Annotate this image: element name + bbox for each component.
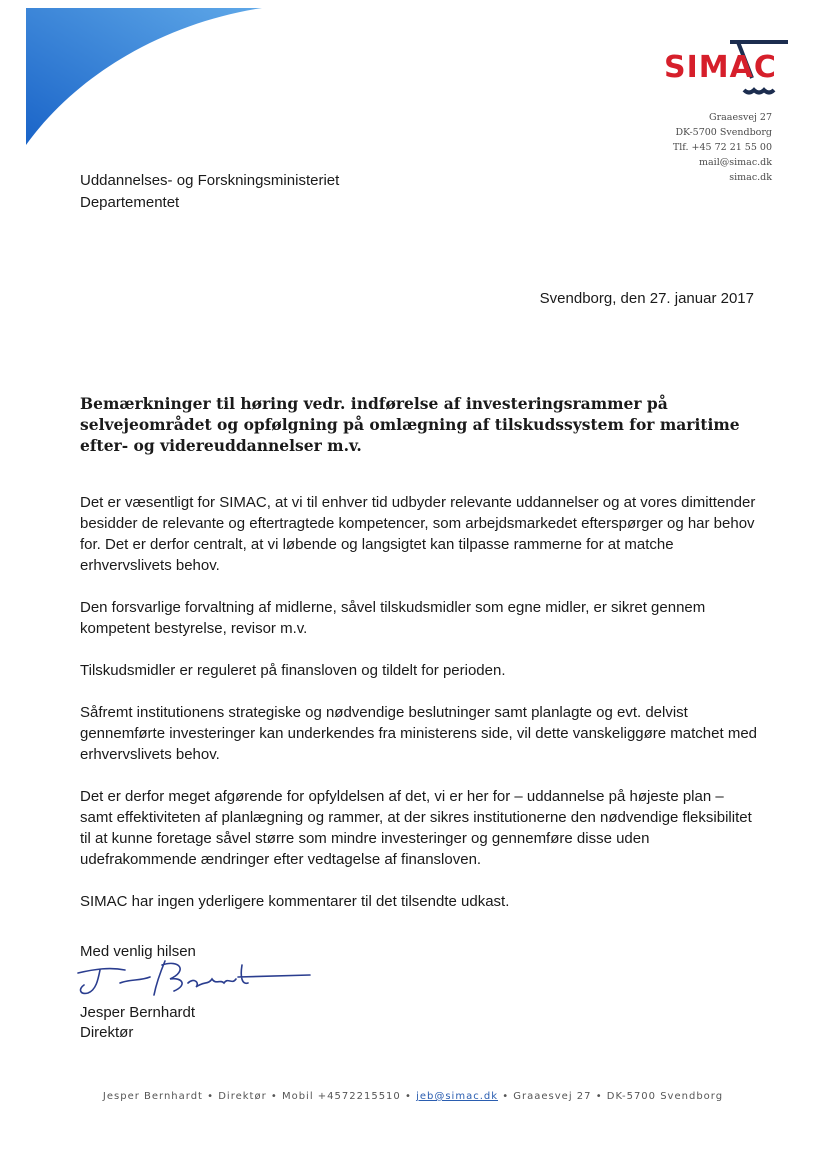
footer-email-link[interactable]: jeb@simac.dk: [416, 1091, 499, 1102]
body-paragraph-4: Såfremt institutionens strategiske og nødvendige beslutninger samt planlagte og evt. delvist gennemførte investeringer kan underkendes fra ministerens side, vil dette vanskeliggøre matchet med erhvervslivets behov.: [80, 704, 757, 763]
sender-street: Graaesvej 27: [709, 112, 772, 123]
letter-date: Svendborg, den 27. januar 2017: [539, 290, 754, 307]
recipient-line-2: Departementet: [80, 194, 180, 211]
simac-logo: [660, 38, 790, 100]
signatory: [80, 1003, 195, 1043]
body-paragraph-5: Det er derfor meget afgørende for opfyldelsen af det, vi er her for – uddannelse på højeste plan – samt effektiviteten af planlægning og rammer, at der sikres institutionerne den nødvendige fleksibilitet til at kunne foretage såvel større som mindre investeringer og gennemføre disse uden udefrakommende ændringer efter vedtagelse af finansloven.: [80, 788, 752, 868]
body-paragraph-3: Tilskudsmidler er reguleret på finansloven og tildelt for perioden.: [80, 662, 506, 679]
sender-website: simac.dk: [729, 172, 772, 183]
sender-city: DK-5700 Svendborg: [675, 127, 772, 138]
handwritten-signature: [70, 955, 320, 1005]
body-paragraph-1: Det er væsentligt for SIMAC, at vi til enhver tid udbyder relevante uddannelser og at vores dimittender besidder de relevante og eftertragtede kompetencer, som arbejdsmarkedet efterspørger og har behov for. Det er derfor centralt, at vi løbende og langsigtet kan tilpasse rammerne for at matche erhvervslivets behov.: [80, 494, 756, 574]
sender-phone: Tlf. +45 72 21 55 00: [672, 142, 772, 153]
letter-subject: Bemærkninger til høring vedr. indførelse af investeringsrammer på selvejeområdet og opfølgning på omlægning af tilskudssystem for maritime efter- og videreuddannelser m.v.: [80, 394, 740, 455]
closing-greeting: Med venlig hilsen: [80, 943, 196, 960]
body-paragraph-2: Den forsvarlige forvaltning af midlerne, såvel tilskudsmidler som egne midler, er sikret gennem kompetent bestyrelse, revisor m.v.: [80, 599, 706, 637]
footer-address: • Graaesvej 27 • DK-5700 Svendborg: [502, 1091, 724, 1102]
sender-email: mail@simac.dk: [698, 157, 772, 168]
signatory-name: Jesper Bernhardt: [80, 1004, 196, 1021]
logo-text: SIMAC: [664, 50, 777, 85]
recipient-line-1: Uddannelses- og Forskningsministeriet: [80, 172, 340, 189]
letter-body: [80, 492, 760, 933]
body-paragraph-6: SIMAC har ingen yderligere kommentarer til det tilsendte udkast.: [80, 893, 510, 910]
footer: [0, 1091, 826, 1102]
footer-info: Jesper Bernhardt • Direktør • Mobil +4572215510 •: [102, 1091, 412, 1102]
recipient: [80, 170, 339, 214]
blue-corner-swoosh: [0, 0, 280, 150]
sender-address: [673, 110, 772, 185]
signatory-title: Direktør: [80, 1024, 134, 1041]
